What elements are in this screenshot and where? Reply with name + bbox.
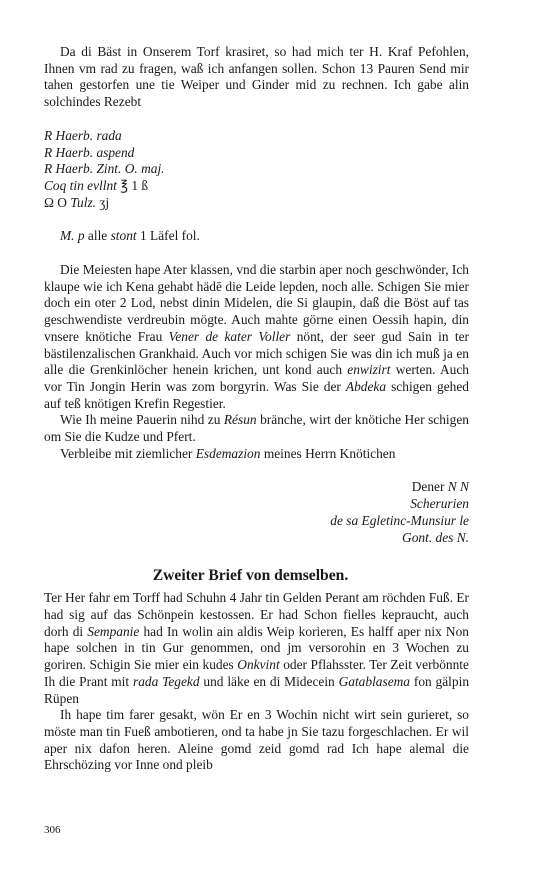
signature-line-3: de sa Egletinc-Munsiur le bbox=[330, 512, 469, 528]
letter1-paragraph-2: Wie Ih meine Pauerin nihd zu Résun bränche, wirt der knötiche Her schigen om Sie die Kudze und Pfert. bbox=[44, 412, 469, 445]
letter1-intro: Da di Bäst in Onserem Torf krasiret, so had mich ter H. Kraf Pefohlen, Ihnen vm rad zu fragen, waß ich anfangen sollen. Schon 13 Pauren Send mir tahen gestorfen une tie Weiper und Ginder mid zu rechnen. Ich gabe alin solchindes Rezebt bbox=[44, 44, 469, 110]
recipe-line-4: Coq tin evllnt ℥ 1 ß bbox=[44, 177, 149, 193]
signature-line-1: Dener N N bbox=[411, 479, 469, 495]
recipe-line-5: Ω O Tulz. ʒj bbox=[44, 194, 110, 210]
signature-block bbox=[44, 479, 469, 546]
signature-line-2: Scherurien bbox=[410, 496, 469, 512]
letter2-paragraph-2: Ih hape tim farer gesakt, wön Er en 3 Wochin nicht wirt sein gurieret, so möste man tin Fueß ambotieren, ond ta habe jn Sie tazu forgeschlachen. Er wil aper nix dafon heren. Aleine gomd zeid gomd rad Ich hape alemal die Ehrschözing vor Inne ond pleib bbox=[44, 707, 469, 773]
letter2-paragraph: Ter Her fahr em Torff had Schuhn 4 Jahr tin Gelden Perant am röchden Fuß. Er had sig auf das Schönpein kestossen. Er had Schon fielles kepraucht, auch dorh di Sempanie had In wolin ain aldis Weip korieren, Es halff aper nix Non hape solchen in tin Gur genommen, ond jm versorohin en 3 Wochen zu goriren. Schigin Sie mier ein kudes Onkvint oder Pflahsster. Ter Zeit verbönnte Ih die Prant mit rada Tegekd und läke en di Midecein Gatablasema fon gälpin Rüpen bbox=[44, 590, 470, 706]
section-heading: Zweiter Brief von demselben. bbox=[152, 567, 349, 585]
recipe-line-1: R Haerb. rada bbox=[44, 127, 122, 143]
letter1-paragraph: Die Meiesten hape Ater klassen, vnd die starbin aper noch geschwönder, Ich klaupe wie ich Kena gehabt hädē die Leide lepden, noch alle. Schigen Sie mier doch ein oter 2 Lod, nebst dinin Midelen, die Si glaupin, daß die Böst auf tas geschwendiste verdreubin mögte. Auch mahte görne einen Oessih hapin, din vnsere knötiche Frau Vener de kater Voller nönt, der seer gud Sain in ter bästilenzalischen Grankhaid. Auch vor mich schigen Sie was din ich muß ja en alle die Grenkinlöcher henein krichen, unt kond auch enwizirt werten. Auch vor Tin Jongin Herin was zom borgyrin. Was Sie der Abdeka schigen gehed auf teß knötigen Krefin Regestier. bbox=[44, 262, 469, 411]
page-body bbox=[44, 44, 469, 774]
recipe-line-2: R Haerb. aspend bbox=[44, 144, 135, 160]
letter1-closing: Verbleibe mit ziemlicher Esdemazion meines Herrn Knötichen bbox=[60, 445, 396, 461]
recipe-line-3: R Haerb. Zint. O. maj. bbox=[44, 161, 165, 177]
dosage-line: M. p alle stont 1 Läfel fol. bbox=[60, 228, 200, 244]
recipe-block bbox=[44, 128, 469, 212]
signature-line-4: Gont. des N. bbox=[402, 529, 469, 545]
page-number: 306 bbox=[44, 824, 61, 836]
